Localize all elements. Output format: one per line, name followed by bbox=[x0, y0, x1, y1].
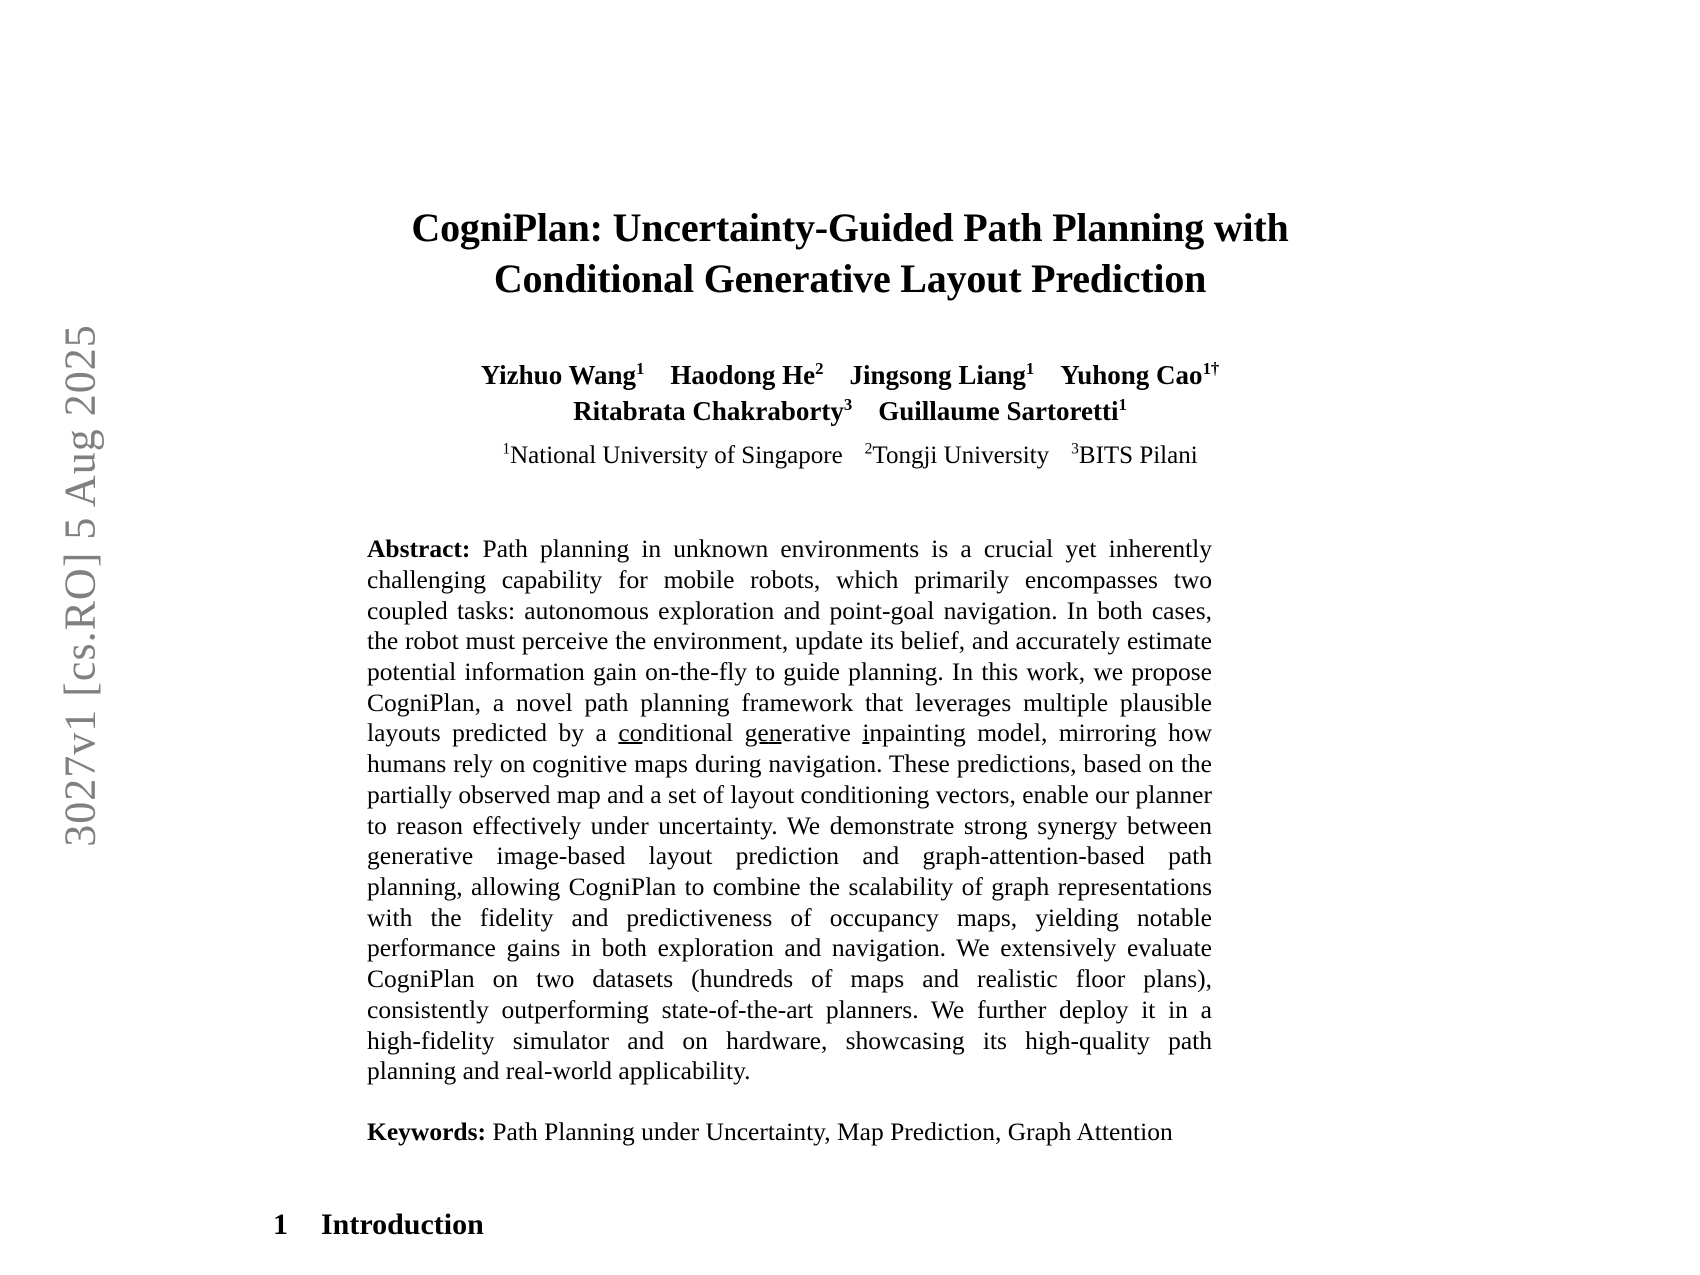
keywords bbox=[367, 1117, 1212, 1148]
author bbox=[573, 396, 852, 426]
keywords-text: Path Planning under Uncertainty, Map Prediction, Graph Attention bbox=[492, 1117, 1173, 1147]
keywords-label: Keywords: bbox=[367, 1117, 486, 1147]
author-name: Jingsong Liang bbox=[849, 360, 1026, 391]
author-list bbox=[255, 358, 1445, 429]
affiliation-name: Tongji University bbox=[872, 441, 1050, 469]
abstract-text-mid-3: erative bbox=[781, 718, 863, 748]
author bbox=[850, 360, 1035, 390]
page-title bbox=[255, 202, 1445, 304]
section-title: Introduction bbox=[321, 1207, 484, 1241]
title-line-1: CogniPlan: Uncertainty-Guided Path Planning with bbox=[411, 205, 1289, 250]
abstract-text-part-1: Path planning in unknown environments is a crucial yet inherently challenging capability for mobile robots, which primarily encompasses two coupled tasks: autonomous exploration and point-goal navigation. In both cases, the robot must perceive the environment, update its belief, and accurately estimate potential information gain on-the-fly to guide planning. In this work, we propose CogniPlan, a novel path planning framework that leverages multiple plausible layouts predicted by a bbox=[367, 534, 1212, 748]
arxiv-stamp: 3027v1 [cs.RO] 5 Aug 2025 bbox=[55, 324, 105, 847]
abstract bbox=[367, 534, 1212, 1087]
abstract-highlight-ge: ge bbox=[744, 718, 769, 748]
abstract-highlight-i: i bbox=[862, 718, 870, 748]
affiliation-marker: 2 bbox=[864, 440, 873, 458]
author bbox=[1060, 360, 1219, 390]
abstract-highlight-n: n bbox=[768, 718, 782, 748]
author-name: Ritabrata Chakraborty bbox=[573, 396, 844, 426]
affiliation-name: National University of Singapore bbox=[510, 441, 843, 469]
abstract-label: Abstract: bbox=[367, 534, 471, 564]
author-name: Haodong He bbox=[670, 360, 816, 391]
author bbox=[481, 360, 645, 390]
section-number: 1 bbox=[273, 1207, 288, 1241]
abstract-text-part-2: npainting model, mirroring how humans rely on cognitive maps during navigation. These predictions, based on the partially observed map and a set of layout conditioning vectors, enable our planner to reason effectively under uncertainty. We demonstrate strong synergy between generative image-based layout prediction and graph-attention-based path planning, allowing CogniPlan to combine the scalability of graph representations with the fidelity and predictiveness of occupancy maps, yielding notable performance gains in both exploration and navigation. We extensively evaluate CogniPlan on two datasets (hundreds of maps and realistic floor plans), consistently outperforming state-of-the-art planners. We further deploy it in a high-fidelity simulator and on hardware, showcasing its high-quality path planning and real-world applicability. bbox=[367, 718, 1212, 1086]
author-name: Yizhuo Wang bbox=[480, 360, 636, 391]
abstract-text-mid-1: nditional bbox=[642, 718, 745, 748]
affiliation bbox=[502, 442, 842, 469]
author-affiliation-marker: 2 bbox=[815, 359, 824, 379]
author-affiliation-marker: 3 bbox=[843, 395, 853, 414]
author-name: Guillaume Sartoretti bbox=[878, 396, 1119, 426]
author bbox=[878, 396, 1127, 426]
affiliation-marker: 1 bbox=[502, 440, 511, 458]
affiliation bbox=[1071, 442, 1198, 469]
author-affiliation-marker: 1 bbox=[636, 359, 645, 379]
author-name: Yuhong Cao bbox=[1060, 360, 1203, 391]
abstract-highlight-co: co bbox=[618, 718, 643, 748]
paper-content bbox=[255, 0, 1445, 1242]
author bbox=[670, 360, 823, 390]
author-affiliation-marker: 1 bbox=[1118, 395, 1127, 414]
section-heading-introduction bbox=[273, 1208, 1445, 1242]
affiliation bbox=[865, 442, 1049, 469]
affiliation-marker: 3 bbox=[1071, 440, 1079, 458]
affiliation-list bbox=[255, 440, 1445, 473]
affiliation-name: BITS Pilani bbox=[1078, 441, 1198, 469]
author-affiliation-marker: 1 bbox=[1025, 359, 1035, 379]
title-line-2: Conditional Generative Layout Prediction bbox=[493, 256, 1207, 302]
author-affiliation-marker: 1† bbox=[1202, 359, 1220, 379]
